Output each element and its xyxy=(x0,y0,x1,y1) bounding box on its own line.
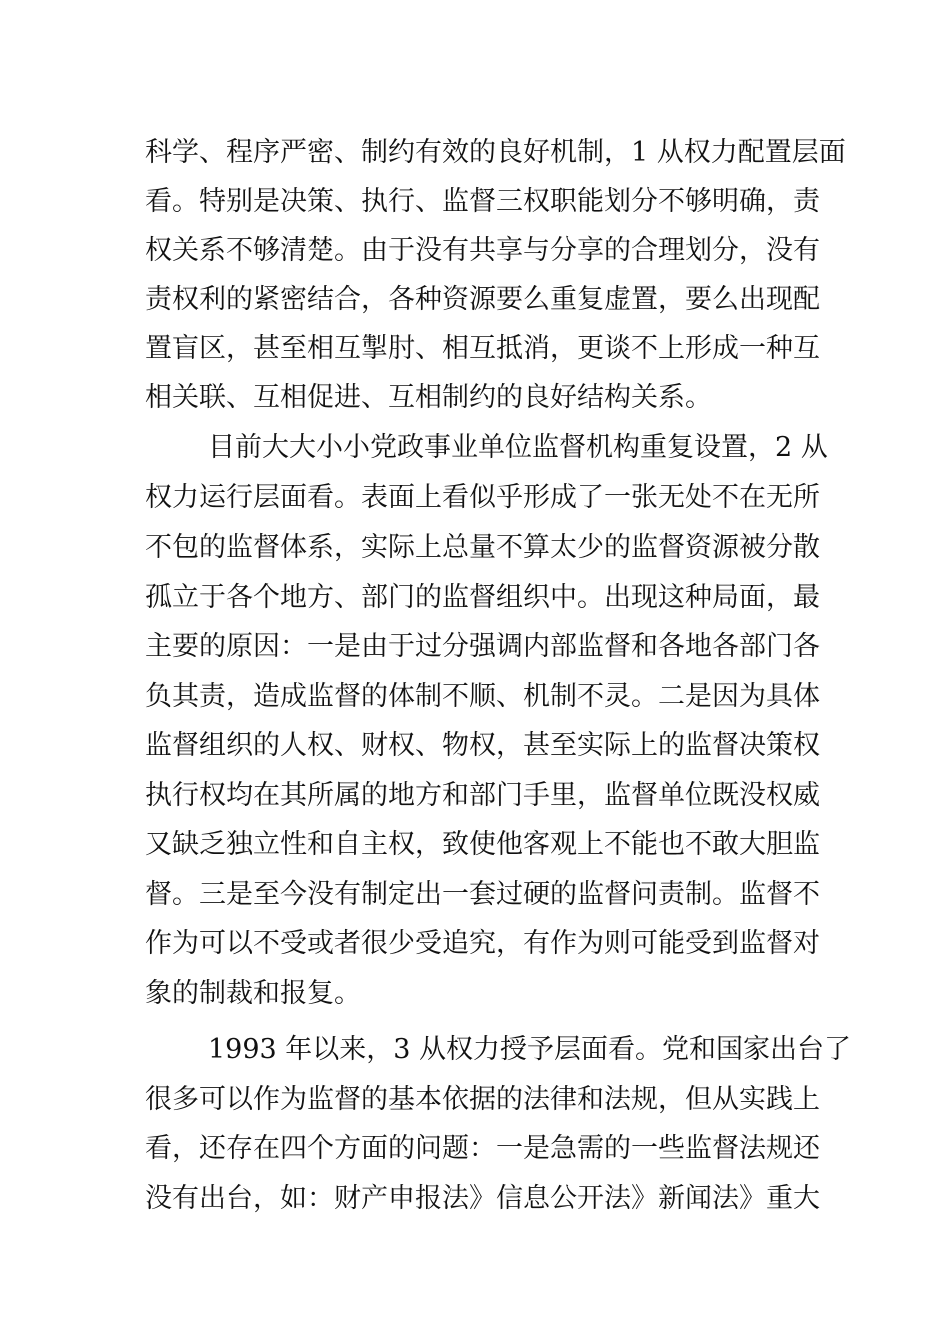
paragraph-3-line-3: 看，还存在四个方面的问题：一是急需的一些监督法规还 xyxy=(145,1133,820,1164)
paragraph-1-line-2: 看。特别是决策、执行、监督三权职能划分不够明确，责 xyxy=(145,186,820,217)
paragraph-3-line-2: 很多可以作为监督的基本依据的法律和法规，但从实践上 xyxy=(145,1084,820,1115)
paragraph-2-line-3: 不包的监督体系，实际上总量不算太少的监督资源被分散 xyxy=(145,532,820,563)
paragraph-1-line-4: 责权利的紧密结合，各种资源要么重复虚置，要么出现配 xyxy=(145,284,820,315)
paragraph-2-line-4: 孤立于各个地方、部门的监督组织中。出现这种局面，最 xyxy=(145,582,820,613)
paragraph-3-line-4: 没有出台，如：财产申报法》信息公开法》新闻法》重大 xyxy=(145,1183,820,1214)
paragraph-1-line-6: 相关联、互相促进、互相制约的良好结构关系。 xyxy=(145,382,712,413)
paragraph-2-line-10: 督。三是至今没有制定出一套过硬的监督问责制。监督不 xyxy=(145,879,820,910)
paragraph-2-line-12: 象的制裁和报复。 xyxy=(145,978,361,1009)
paragraph-1-line-3: 权关系不够清楚。由于没有共享与分享的合理划分，没有 xyxy=(145,235,820,266)
paragraph-2-line-1: 目前大大小小党政事业单位监督机构重复设置，2 从 xyxy=(208,432,828,463)
paragraph-2-line-9: 又缺乏独立性和自主权，致使他客观上不能也不敢大胆监 xyxy=(145,829,820,860)
paragraph-2-line-8: 执行权均在其所属的地方和部门手里，监督单位既没权威 xyxy=(145,780,820,811)
paragraph-3-line-1: 1993 年以来，3 从权力授予层面看。党和国家出台了 xyxy=(208,1034,852,1065)
paragraph-2-line-7: 监督组织的人权、财权、物权，甚至实际上的监督决策权 xyxy=(145,730,820,761)
paragraph-2-line-5: 主要的原因：一是由于过分强调内部监督和各地各部门各 xyxy=(145,631,820,662)
paragraph-2-line-2: 权力运行层面看。表面上看似乎形成了一张无处不在无所 xyxy=(145,482,820,513)
paragraph-1-line-5: 置盲区，甚至相互掣肘、相互抵消，更谈不上形成一种互 xyxy=(145,333,820,364)
paragraph-2-line-11: 作为可以不受或者很少受追究，有作为则可能受到监督对 xyxy=(145,928,820,959)
paragraph-2-line-6: 负其责，造成监督的体制不顺、机制不灵。二是因为具体 xyxy=(145,681,820,712)
paragraph-1-line-1: 科学、程序严密、制约有效的良好机制，1 从权力配置层面 xyxy=(145,137,846,168)
